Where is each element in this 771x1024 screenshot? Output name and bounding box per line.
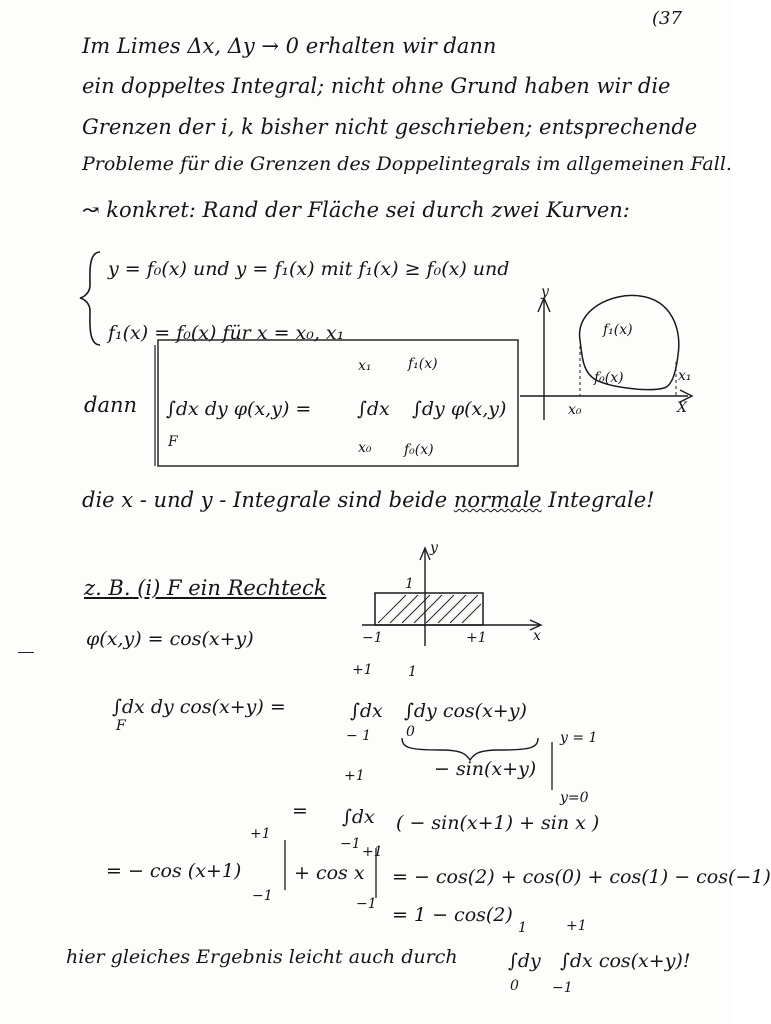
sketch1-x0: x₀	[568, 402, 582, 418]
eq3-part2-lower: −1	[356, 896, 377, 912]
condition-line-2: f₁(x) = f₀(x) für x = x₀, x₁	[108, 322, 345, 344]
eq3-part1-upper: +1	[250, 826, 271, 842]
eq2-body: ( − sin(x+1) + sin x )	[396, 812, 600, 834]
brace-result: − sin(x+y)	[434, 758, 537, 780]
eq1-rhs-int2-lower: 0	[406, 724, 415, 740]
note-emphasis: normale	[453, 488, 542, 512]
text-line-2: ein doppeltes Integral; nicht ohne Grund haben wir die	[82, 74, 671, 98]
sketch2-tick-y: 1	[405, 576, 414, 592]
text-line-5: ↝ konkret: Rand der Fläche sei durch zwei Kurven:	[82, 198, 630, 222]
formula-rhs-int2: ∫dy φ(x,y)	[412, 398, 507, 420]
formula-rhs-int2-upper: f₁(x)	[408, 356, 438, 372]
closing-int1-lower: 0	[510, 978, 519, 994]
phi-definition: φ(x,y) = cos(x+y)	[86, 628, 254, 650]
underbrace	[402, 738, 538, 760]
formula-prefix: dann	[84, 393, 138, 417]
formula-lhs-sub: F	[168, 434, 178, 450]
condition-brace	[80, 252, 100, 345]
eq4: = 1 − cos(2)	[392, 904, 513, 926]
note-suffix: Integrale!	[541, 488, 655, 512]
closing-text: hier gleiches Ergebnis leicht auch durch	[66, 946, 458, 968]
sketch1-upper-curve: f₁(x)	[603, 322, 633, 338]
closing-int2-lower: −1	[552, 980, 573, 996]
eq1-rhs-int1-lower: − 1	[346, 728, 372, 744]
closing-int1-upper: 1	[518, 920, 527, 936]
text-line-3: Grenzen der i, k bisher nicht geschrieben; entsprechende	[82, 115, 698, 139]
eq3-part1-lower: −1	[252, 888, 273, 904]
example-heading: z. B. (i) F ein Rechteck	[84, 576, 327, 600]
eq1-rhs-int1-upper: +1	[352, 662, 373, 678]
eq3-part1: = − cos (x+1)	[106, 860, 242, 882]
condition-line-1: y = f₀(x) und y = f₁(x) mit f₁(x) ≥ f₀(x) und	[108, 258, 510, 280]
brace-upper: y = 1	[560, 730, 598, 746]
eq2-int: ∫dx	[342, 806, 375, 828]
sketch1-lower-curve: f₀(x)	[594, 370, 624, 386]
closing-int2-upper: +1	[566, 918, 587, 934]
sketch1-x-label: X	[677, 400, 687, 416]
sketch1-y-label: y	[541, 284, 549, 300]
page-number: (37	[652, 8, 682, 29]
margin-dash	[18, 652, 34, 653]
eq1-rhs-int2: ∫dy cos(x+y)	[404, 700, 527, 722]
eq1-rhs-int1: ∫dx	[350, 700, 383, 722]
eq3-part2-upper: +1	[362, 844, 383, 860]
formula-rhs-int2-lower: f₀(x)	[404, 442, 434, 458]
eq1-lhs: ∫dx dy cos(x+y) =	[112, 696, 286, 718]
eq1-rhs-int2-upper: 1	[408, 664, 417, 680]
sketch2-y-label: y	[430, 540, 438, 556]
closing-int2: ∫dx cos(x+y)!	[560, 950, 691, 972]
eq2-lower: −1	[340, 836, 361, 852]
eq2-equals: =	[292, 800, 308, 822]
sketch2-tick-right: +1	[466, 630, 487, 646]
eq2-upper: +1	[344, 768, 365, 784]
text-line-4: Probleme für die Grenzen des Doppelintegrals im allgemeinen Fall.	[82, 153, 732, 175]
eq1-lhs-sub: F	[116, 718, 126, 734]
normal-integrals-note	[82, 488, 655, 512]
text-line-1: Im Limes Δx, Δy → 0 erhalten wir dann	[82, 34, 497, 58]
closing-int1: ∫dy	[508, 950, 541, 972]
note-prefix: die x - und y - Integrale sind beide	[82, 488, 454, 512]
eq3-part2: + cos x	[294, 862, 365, 884]
sketch1-x1: x₁	[678, 368, 692, 384]
sketch2-tick-left: −1	[362, 630, 383, 646]
formula-rhs-int1-upper: x₁	[358, 358, 372, 374]
formula-rhs-int1: ∫dx	[357, 398, 390, 420]
formula-lhs: ∫dx dy φ(x,y) =	[166, 398, 312, 420]
formula-rhs-int1-lower: x₀	[358, 440, 372, 456]
brace-lower: y=0	[560, 790, 589, 806]
sketch2-x-label: x	[533, 628, 541, 644]
eq3-result: = − cos(2) + cos(0) + cos(1) − cos(−1)	[392, 866, 771, 888]
